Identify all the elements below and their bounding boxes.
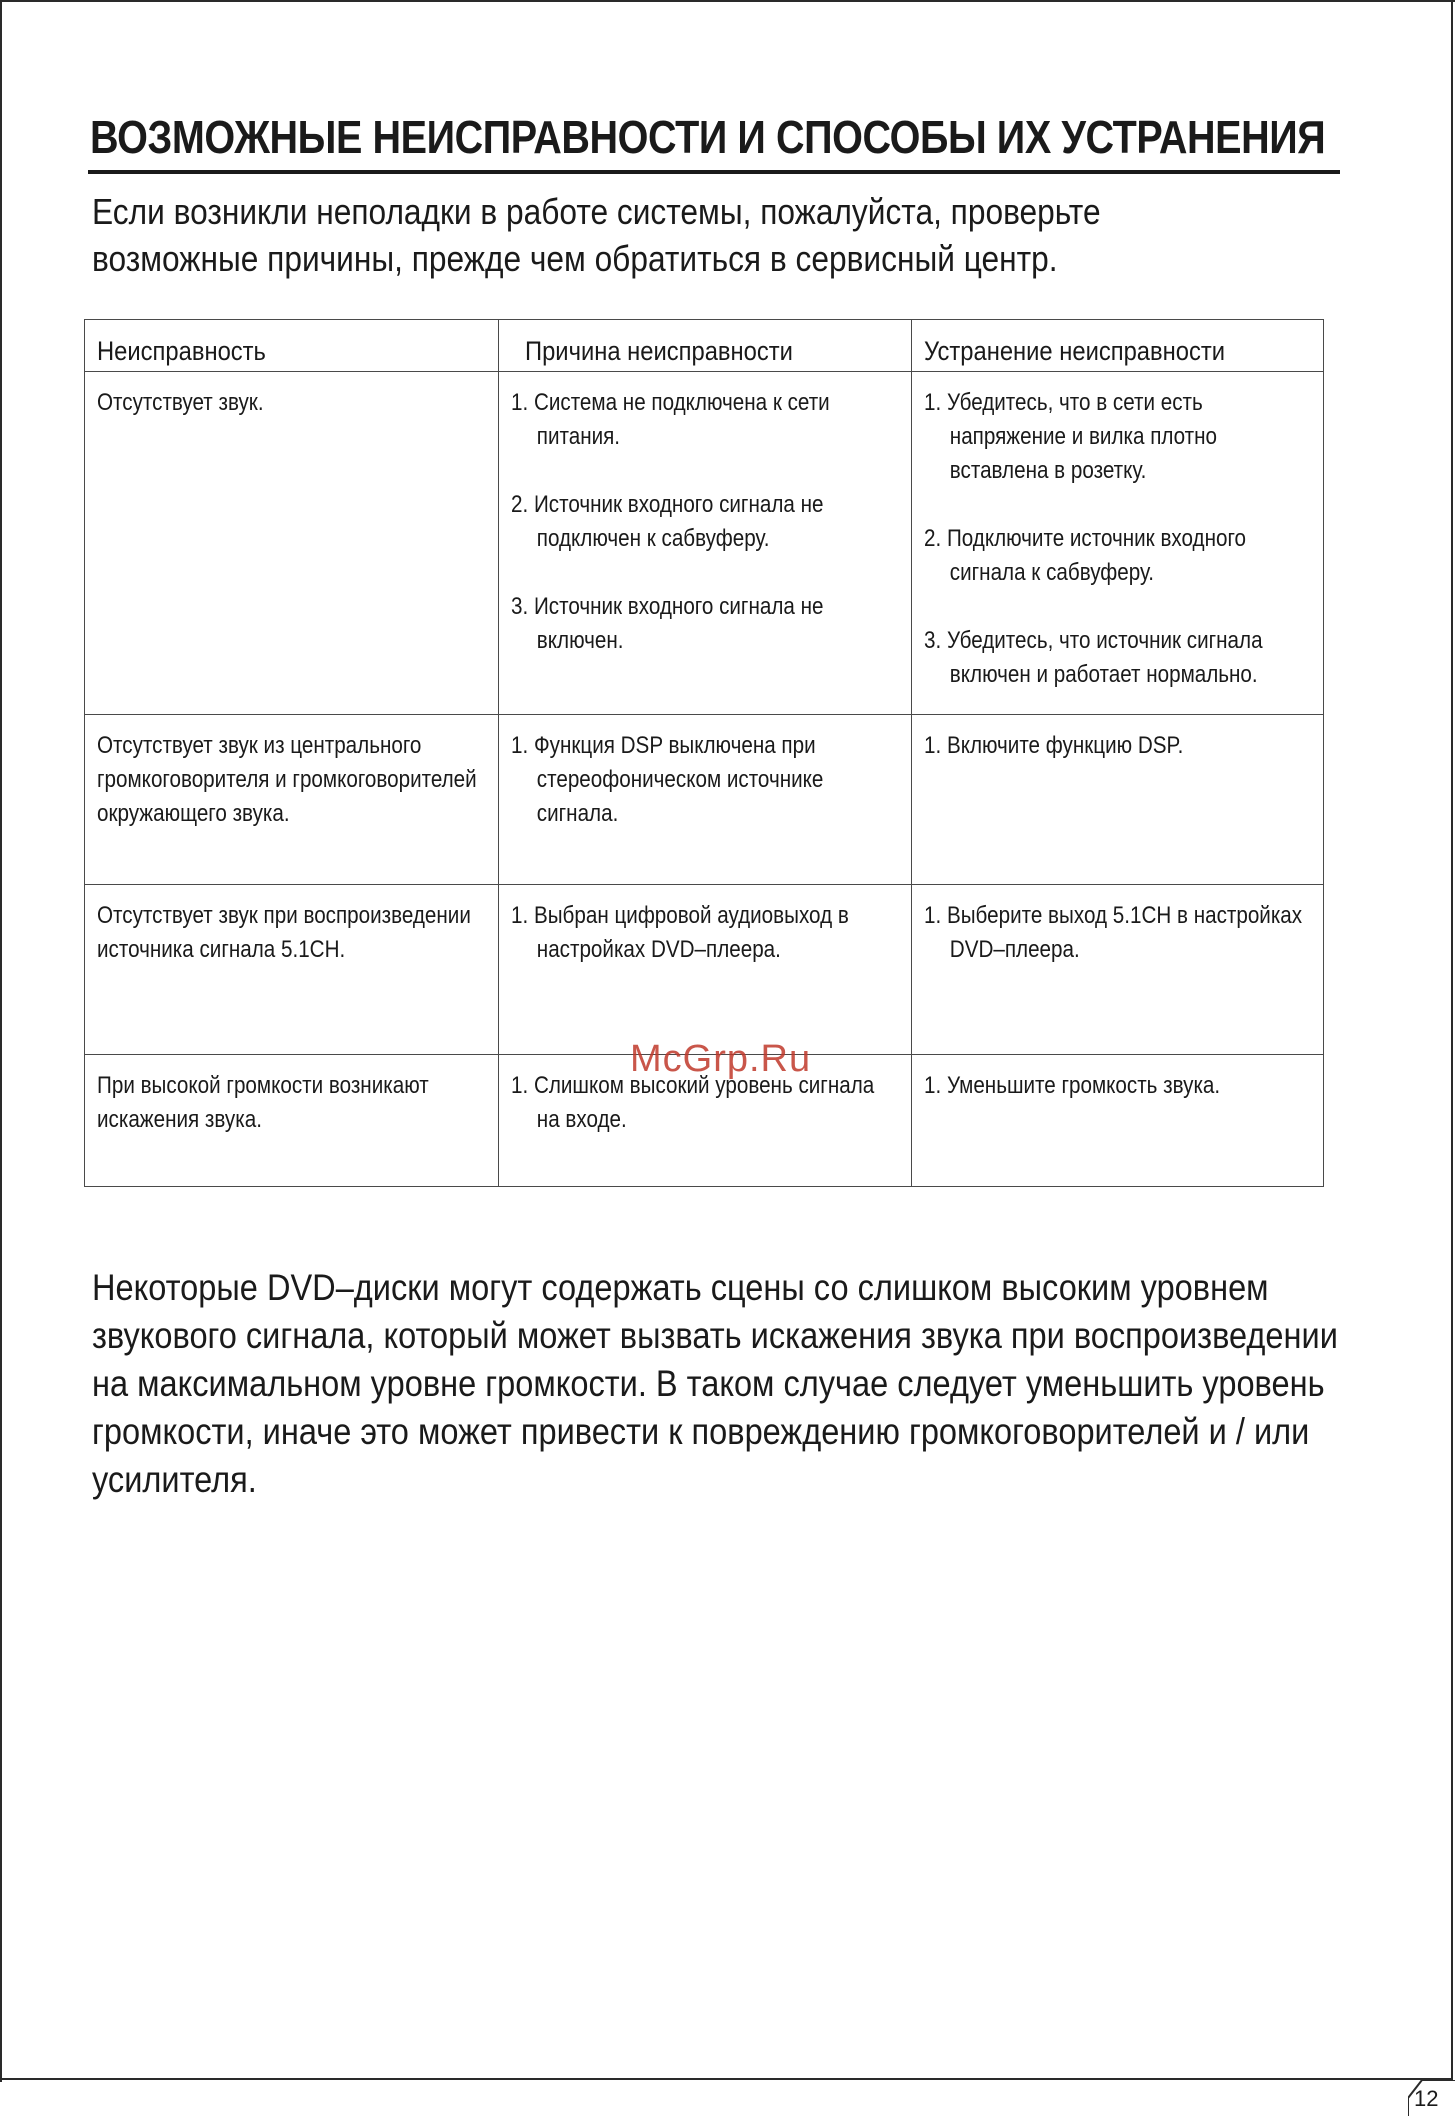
remedy-cell <box>912 372 1324 715</box>
remedy-item: 1. Убедитесь, что в сети есть напряжение и вилка плотно вставлена в розетку. <box>924 389 1218 484</box>
cause-item: 1. Слишком высокий уровень сигнала на входе. <box>511 1072 875 1133</box>
remedy-item: 1. Уменьшите громкость звука. <box>924 1072 1221 1099</box>
remedy-cell <box>912 885 1324 1055</box>
title-underline <box>88 170 1340 174</box>
cause-item: 1. Система не подключена к сети питания. <box>511 389 830 450</box>
page-title: ВОЗМОЖНЫЕ НЕИСПРАВНОСТИ И СПОСОБЫ ИХ УСТРАНЕНИЯ <box>90 111 1326 163</box>
table-row <box>85 715 1324 885</box>
cause-cell <box>499 372 912 715</box>
header-remedy: Устранение неисправности <box>912 320 1324 372</box>
intro-paragraph: Если возникли неполадки в работе системы, пожалуйста, проверьте возможные причины, прежде чем обратиться в сервисный центр. <box>92 191 1101 279</box>
remedy-item: 1. Выберите выход 5.1CH в настройках DVD–плеера. <box>924 902 1303 963</box>
remedy-item: 1. Включите функцию DSP. <box>924 732 1184 759</box>
table-row <box>85 885 1324 1055</box>
cause-item: 3. Источник входного сигнала не включен. <box>511 593 824 654</box>
header-fault: Неисправность <box>85 320 499 372</box>
cause-item: 2. Источник входного сигнала не подключен к сабвуферу. <box>511 491 824 552</box>
table-row <box>85 372 1324 715</box>
cause-item: 1. Функция DSP выключена при стереофоническом источнике сигнала. <box>511 732 824 827</box>
note-paragraph: Некоторые DVD–диски могут содержать сцены со слишком высоким уровнем звукового сигнала, который может вызвать искажения звука при воспроизведении на максимальном уровне громкости. В таком случае следует уменьшить уровень громкости, иначе это может привести к повреждению громкоговорителей и / или усилителя. <box>92 1267 1338 1500</box>
fault-cell: При высокой громкости возникают искажения звука. <box>85 1055 499 1187</box>
remedy-item: 3. Убедитесь, что источник сигнала включен и работает нормально. <box>924 627 1263 688</box>
header-cause: Причина неисправности <box>499 320 912 372</box>
cause-item: 1. Выбран цифровой аудиовыход в настройках DVD–плеера. <box>511 902 849 963</box>
remedy-cell <box>912 1055 1324 1187</box>
cause-cell <box>499 715 912 885</box>
table-header-row <box>85 320 1324 372</box>
fault-cell: Отсутствует звук из центрального громкоговорителя и громкоговорителей окружающего звука. <box>85 715 499 885</box>
cause-cell <box>499 885 912 1055</box>
page-number: 12 <box>1414 2086 1439 2111</box>
fault-cell: Отсутствует звук при воспроизведении источника сигнала 5.1CH. <box>85 885 499 1055</box>
watermark: McGrp.Ru <box>630 1038 812 1080</box>
remedy-cell <box>912 715 1324 885</box>
fault-cell: Отсутствует звук. <box>85 372 499 715</box>
remedy-item: 2. Подключите источник входного сигнала к сабвуферу. <box>924 525 1247 586</box>
